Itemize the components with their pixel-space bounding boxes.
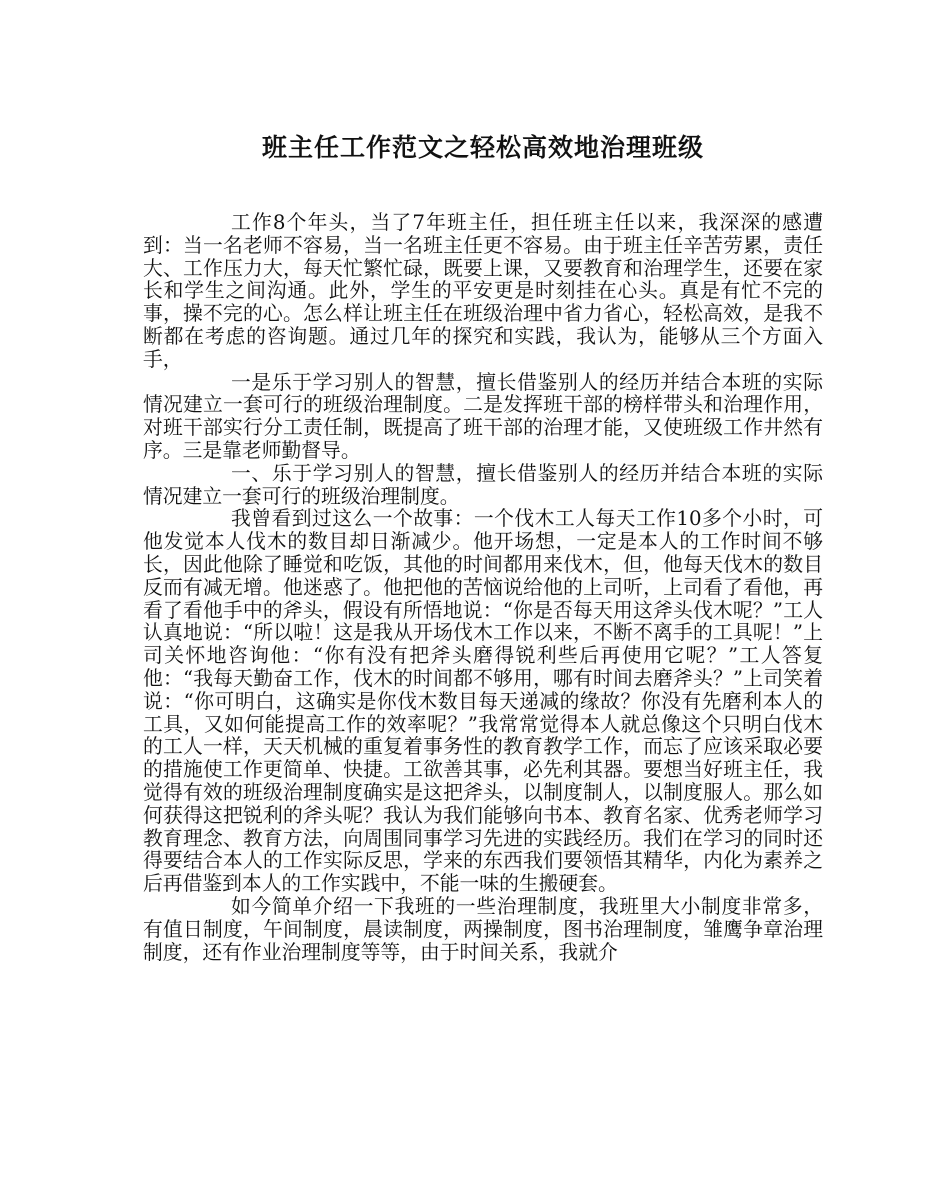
paragraph-section-heading-1: 一、乐于学习别人的智慧，擅长借鉴别人的经历并结合本班的实际情况建立一套可行的班级治理制度。 (143, 461, 823, 508)
document-title: 班主任工作范文之轻松高效地治理班级 (261, 133, 704, 162)
paragraph-intro: 工作8个年头，当了7年班主任，担任班主任以来，我深深的感遭到：当一名老师不容易，当一名班主任更不容易。由于班主任辛苦劳累，责任大、工作压力大，每天忙繁忙碌，既要上课，又要教育和治理学生，还要在家长和学生之间沟通。此外，学生的平安更是时刻挂在心头。真是有忙不完的事，操不完的心。怎么样让班主任在班级治理中省力省心，轻松高效，是我不断都在考虑的咨询题。通过几年的探究和实践，我认为，能够从三个方面入手， (143, 211, 823, 371)
document-page (143, 128, 823, 964)
paragraph-class-rules: 如今简单介绍一下我班的一些治理制度，我班里大小制度非常多，有值日制度，午间制度，晨读制度，两操制度，图书治理制度，雏鹰争章治理制度，还有作业治理制度等等，由于时间关系，我就介 (143, 894, 823, 964)
paragraph-three-aspects: 一是乐于学习别人的智慧，擅长借鉴别人的经历并结合本班的实际情况建立一套可行的班级治理制度。二是发挥班干部的榜样带头和治理作用，对班干部实行分工责任制，既提高了班干部的治理才能，又使班级工作井然有序。三是靠老师勤督导。 (143, 370, 823, 462)
paragraph-woodcutter-story: 我曾看到过这么一个故事：一个伐木工人每天工作10多个小时，可他发觉本人伐木的数目却日渐减少。他开场想，一定是本人的工作时间不够长，因此他除了睡觉和吃饭，其他的时间都用来伐木，但，他每天伐木的数目反而有减无增。他迷惑了。他把他的苦恼说给他的上司听，上司看了看他，再看了看他手中的斧头，假设有所悟地说：“你是否每天用这斧头伐木呢？”工人认真地说：“所以啦！这是我从开场伐木工作以来，不断不离手的工具呢！”上司关怀地咨询他：“你有没有把斧头磨得锐利些后再使用它呢？”工人答复他：“我每天勤奋工作，伐木的时间都不够用，哪有时间去磨斧头？”上司笑着说：“你可明白，这确实是你伐木数目每天递减的缘故？你没有先磨利本人的工具，又如何能提高工作的效率呢？”我常常觉得本人就总像这个只明白伐木的工人一样，天天机械的重复着事务性的教育教学工作，而忘了应该采取必要的措施使工作更简单、快捷。工欲善其事，必先利其器。要想当好班主任，我觉得有效的班级治理制度确实是这把斧头，以制度制人，以制度服人。那么如何获得这把锐利的斧头呢？我认为我们能够向书本、教育名家、优秀老师学习教育理念、教育方法，向周围同事学习先进的实践经历。我们在学习的同时还得要结合本人的工作实际反思，学来的东西我们要领悟其精华，内化为素养之后再借鉴到本人的工作实践中，不能一味的生搬硬套。 (143, 507, 823, 896)
